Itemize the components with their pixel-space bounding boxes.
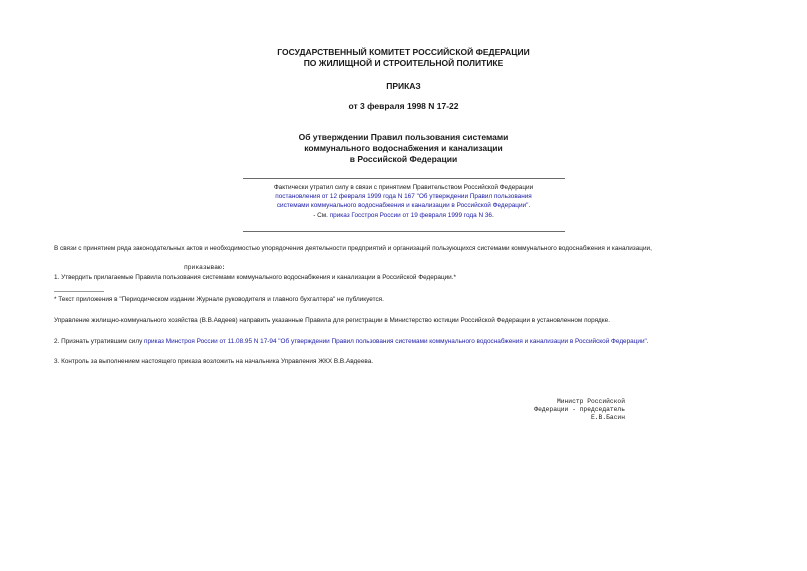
document-title-line-3: в Российской Федерации <box>349 154 458 164</box>
issuer-line-1: ГОСУДАРСТВЕННЫЙ КОМИТЕТ РОССИЙСКОЙ ФЕДЕРАЦИИ <box>277 47 530 57</box>
signature-line-1: Министр Российской <box>556 398 625 405</box>
admin-paragraph: Управление жилищно-коммунального хозяйства (В.В.Авдеев) направить указанные Правила для регистрации в Министерство юстиции Российской Федерации в установленном порядке. <box>54 317 610 324</box>
notice-line-2 <box>0 192 807 201</box>
issuer-line-2: ПО ЖИЛИЩНОЙ И СТРОИТЕЛЬНОЙ ПОЛИТИКЕ <box>303 58 504 68</box>
notice-see-prefix: - См. <box>313 212 330 219</box>
orders-word: приказываю: <box>184 264 226 271</box>
signatory-name: Е.В.Басин <box>590 414 625 421</box>
minstroy-order-link[interactable]: приказ Минстроя России от 11.08.95 N 17-94 "Об утверждении Правил пользования системами коммунального водоснабжения и канализации в Российской Федерации" <box>144 338 647 345</box>
notice-line-3 <box>0 201 807 210</box>
notice-link-gosstroy-order[interactable]: приказ Госстроя России от 19 февраля 1999 года N 36 <box>329 212 492 219</box>
notice-line-4-suffix: . <box>491 212 494 219</box>
document-title-line-2: коммунального водоснабжения и канализации <box>304 143 503 153</box>
order-item-2 <box>54 337 649 346</box>
order-item-3: 3. Контроль за выполнением настоящего приказа возложить на начальника Управления ЖКХ В.В.Авдеева. <box>54 358 374 365</box>
document-title-line-1: Об утверждении Правил пользования системами <box>298 132 509 142</box>
document-type: ПРИКАЗ <box>386 81 421 91</box>
order-item-2-prefix: 2. Признать утратившим силу <box>54 338 145 345</box>
notice-line-3-tail: . <box>528 202 531 209</box>
notice-line-1: Фактически утратил силу в связи с принятием Правительством Российской Федерации <box>273 184 534 191</box>
order-item-1: 1. Утвердить прилагаемые Правила пользования системами коммунального водоснабжения и канализации в Российской Федерации.* <box>54 274 457 281</box>
document-date-number: от 3 февраля 1998 N 17-22 <box>348 101 459 111</box>
notice-bottom-divider <box>243 231 565 232</box>
notice-link-resolution-part-2[interactable]: системами коммунального водоснабжения и канализации в Российской Федерации" <box>276 202 529 209</box>
order-item-2-suffix: . <box>646 338 649 345</box>
intro-paragraph: В связи с принятием ряда законодательных актов и необходимостью упорядочения деятельности предприятий и организаций пользующихся системами коммунального водоснабжения и канализации, <box>54 245 652 252</box>
footnote: * Текст приложения в "Периодическом издании Журнале руководителя и главного бухгалтера" не публикуется. <box>54 296 384 303</box>
footnote-divider <box>54 291 104 292</box>
signature-line-2: Федерации - председатель <box>534 406 625 413</box>
notice-line-4 <box>0 211 807 220</box>
notice-top-divider <box>243 178 565 179</box>
notice-link-resolution-part-1[interactable]: постановления от 12 февраля 1999 года N 167 "Об утверждении Правил пользования <box>275 193 532 200</box>
